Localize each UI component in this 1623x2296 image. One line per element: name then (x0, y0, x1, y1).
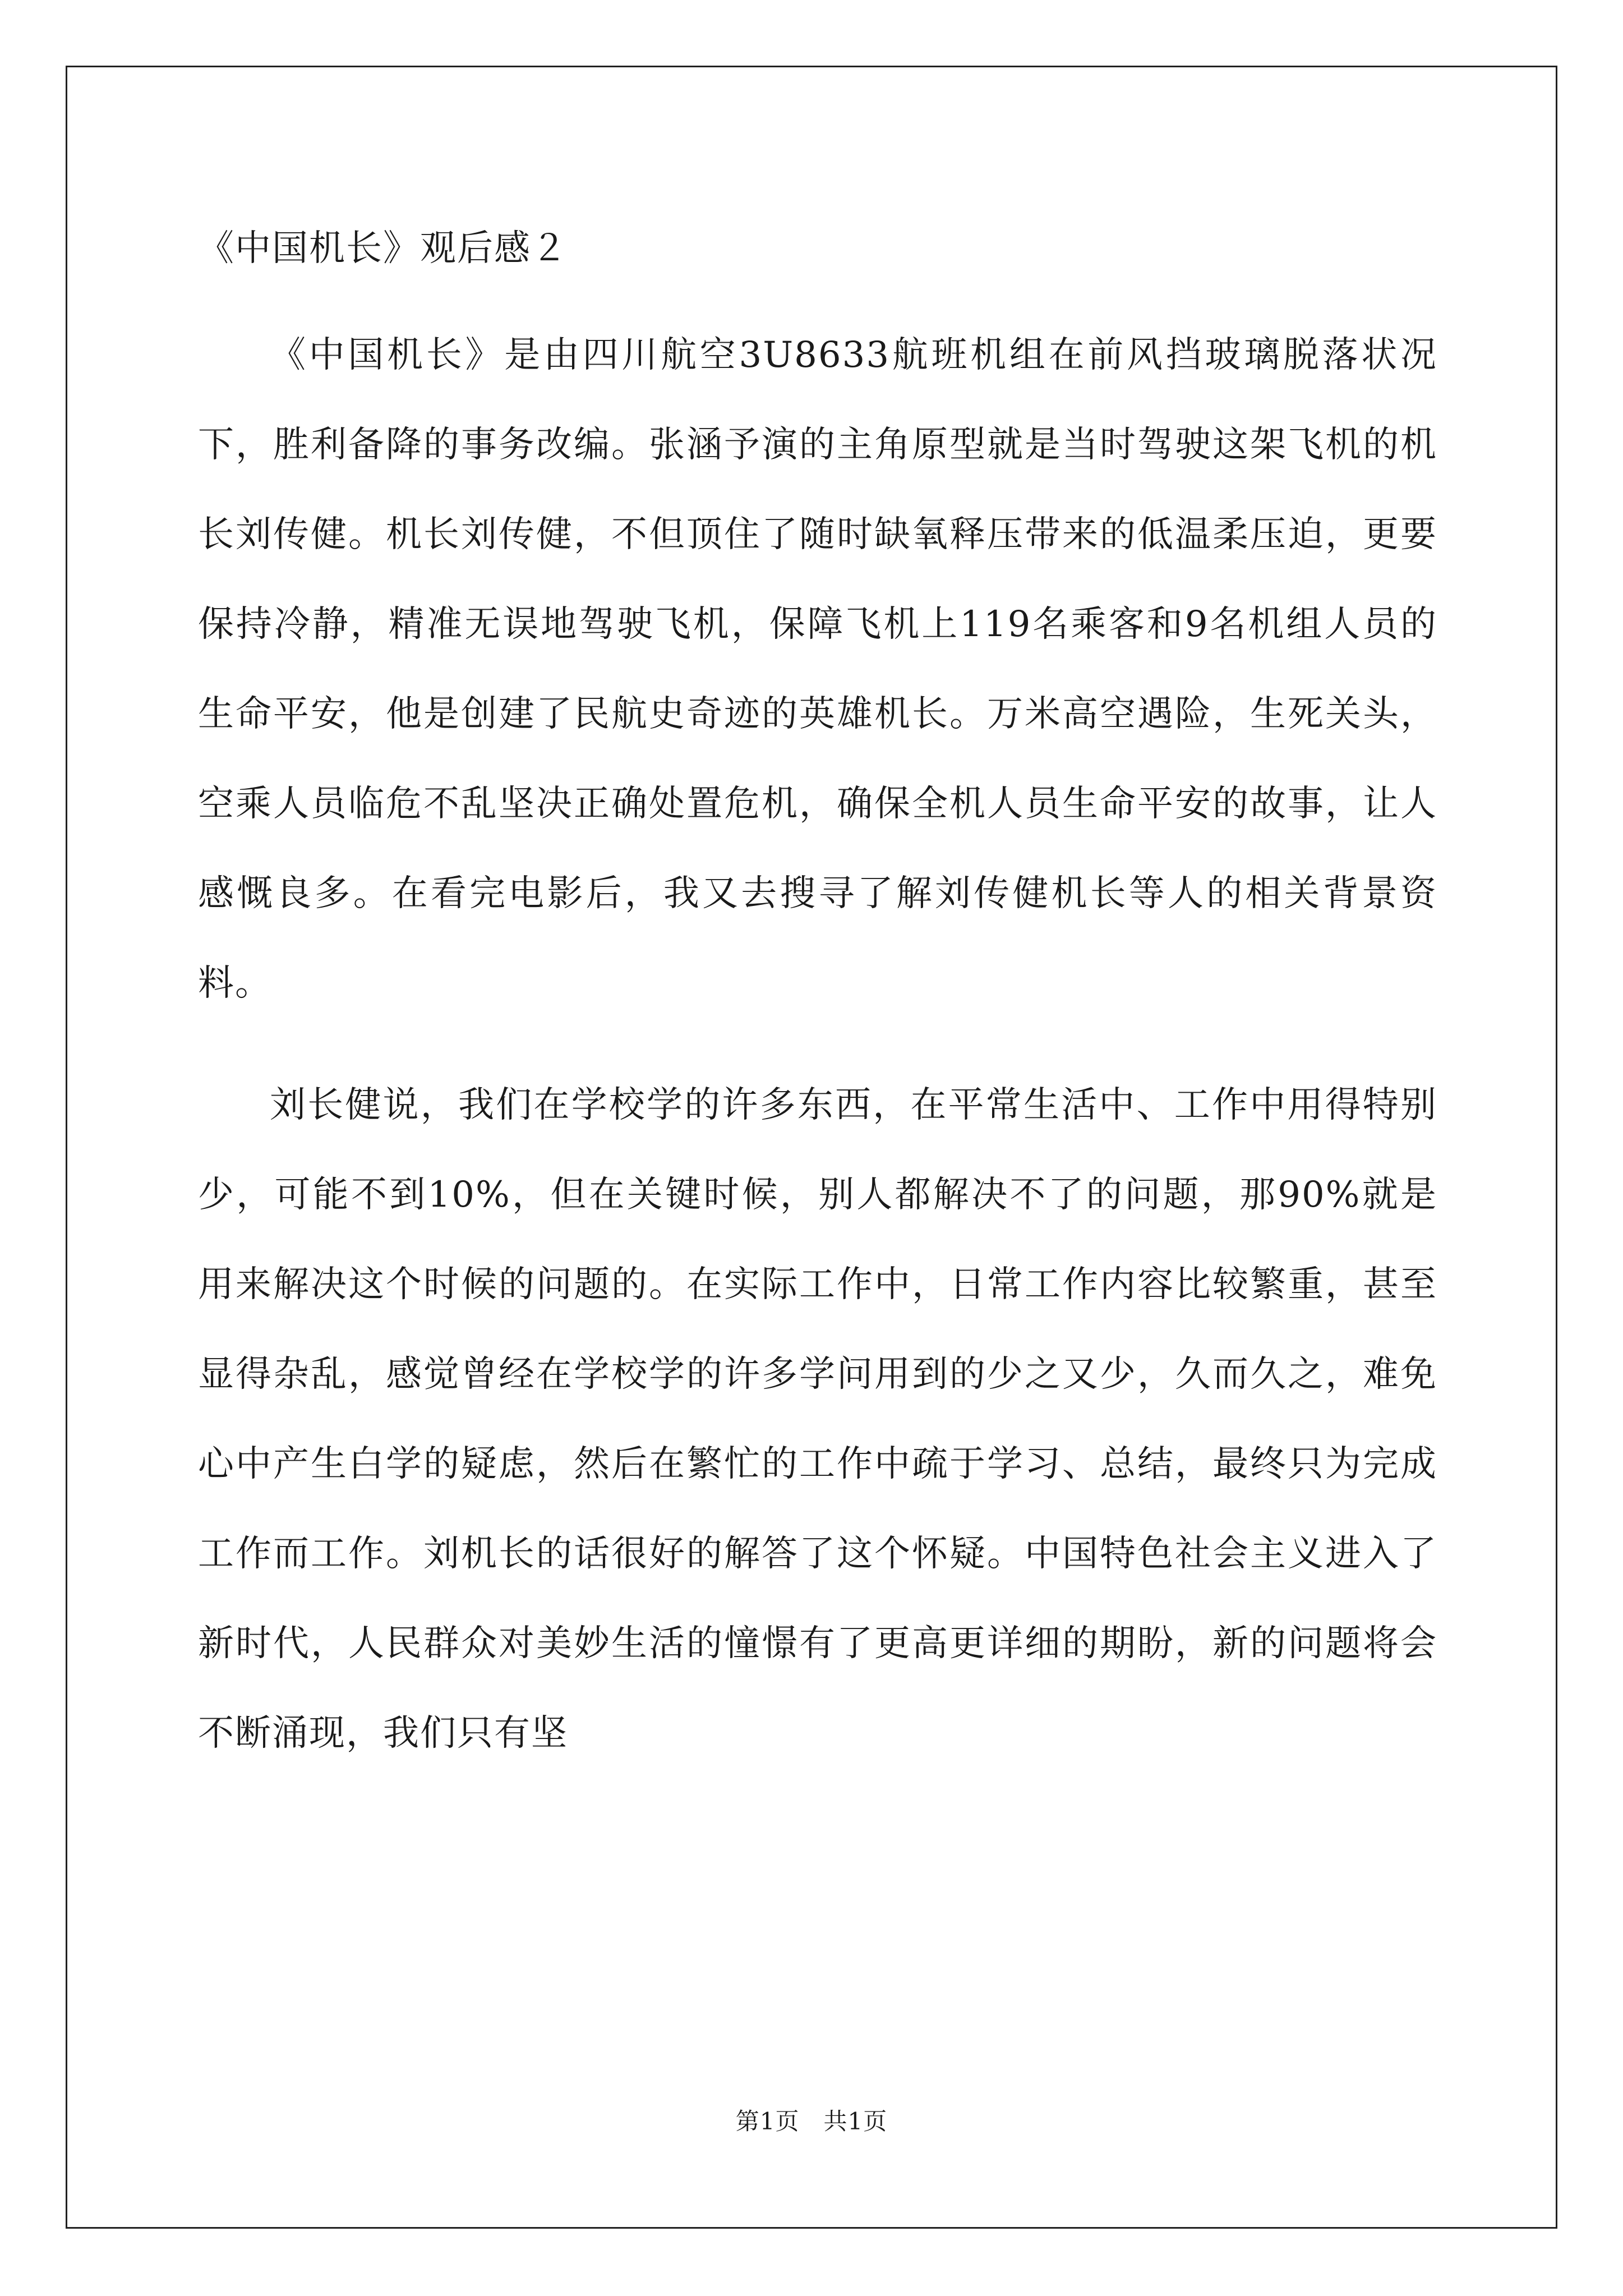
document-body (198, 220, 1437, 1778)
paragraph-1: 《中国机长》是由四川航空3U8633航班机组在前风挡玻璃脱落状况下，胜利备降的事务改编。张涵予演的主角原型就是当时驾驶这架飞机的机长刘传健。机长刘传健，不但顶住了随时缺氧释压带来的低温柔压迫，更要保持冷静，精准无误地驾驶飞机，保障飞机上119名乘客和9名机组人员的生命平安，他是创建了民航史奇迹的英雄机长。万米高空遇险，生死关头，空乘人员临危不乱坚决正确处置危机，确保全机人员生命平安的故事，让人感慨良多。在看完电影后，我又去搜寻了解刘传健机长等人的相关背景资料。 (198, 334, 1437, 1004)
document-title: 《中国机长》观后感２ (198, 228, 568, 269)
paragraph-2: 刘长健说，我们在学校学的许多东西，在平常生活中、工作中用得特别少，可能不到10%，但在关键时候，别人都解决不了的问题，那90%就是用来解决这个时候的问题的。在实际工作中，日常工作内容比较繁重，甚至显得杂乱，感觉曾经在学校学的许多学问用到的少之又少，久而久之，难免心中产生白学的疑虑，然后在繁忙的工作中疏于学习、总结，最终只为完成工作而工作。刘机长的话很好的解答了这个怀疑。中国特色社会主义进入了新时代，人民群众对美妙生活的憧憬有了更高更详细的期盼，新的问题将会不断涌现，我们只有坚 (198, 1084, 1437, 1754)
page-number-footer: 第1页 共1页 (735, 2108, 888, 2135)
